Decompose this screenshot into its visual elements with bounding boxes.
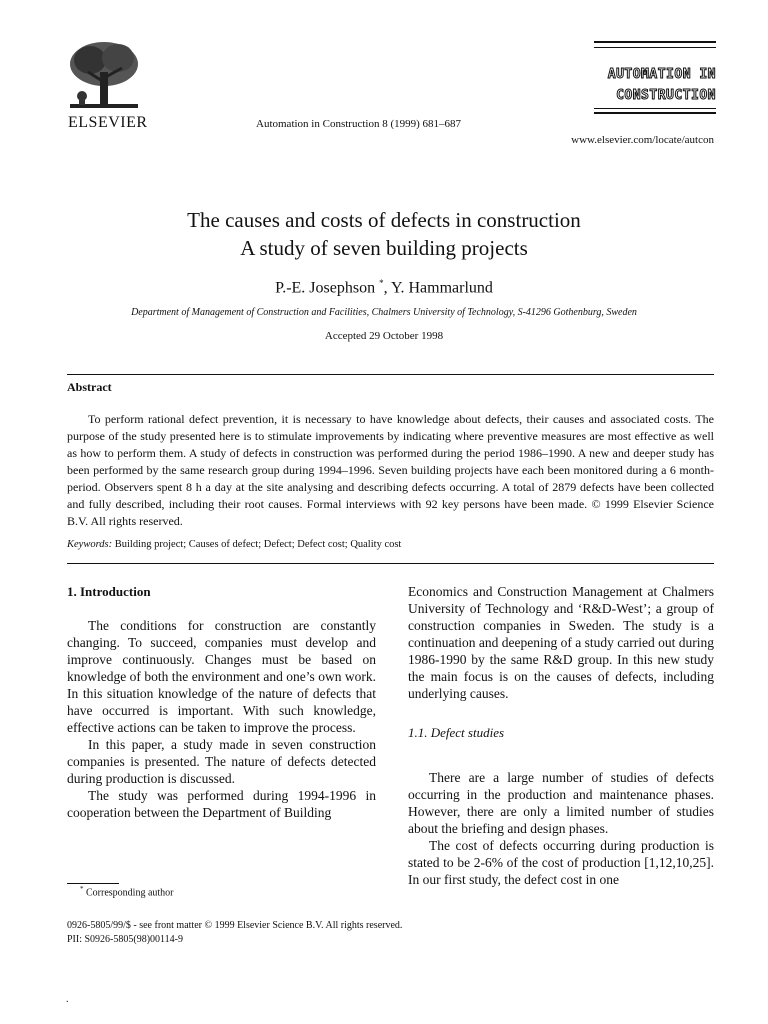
right-column — [408, 583, 714, 888]
pii-line: PII: S0926-5805(98)00114-9 — [67, 934, 184, 945]
corresponding-mark: * — [379, 278, 384, 288]
abstract-rule — [67, 374, 714, 375]
abstract-rule — [67, 563, 714, 564]
subsection-heading: 1.1. Defect studies — [408, 725, 505, 740]
journal-logo-text — [594, 64, 716, 106]
header-rule — [594, 112, 716, 114]
left-column — [67, 583, 376, 821]
title-line: The causes and costs of defects in construction — [187, 208, 581, 232]
paragraph: The study was performed during 1994-1996 in cooperation between the Department of Building — [67, 788, 376, 820]
header-rule — [594, 47, 716, 48]
paragraph: The cost of defects occurring during production is stated to be 2-6% of the cost of production [1,12,10,25]. In our first study, the defect cost in one — [408, 838, 714, 887]
header-rule — [594, 41, 716, 43]
journal-name-line: AUTOMATION IN — [607, 67, 716, 82]
issn-line: 0926-5805/99/$ - see front matter © 1999 Elsevier Science B.V. All rights reserved. — [67, 920, 403, 931]
footnote-rule — [67, 883, 119, 884]
keywords — [67, 539, 401, 550]
paragraph: The conditions for construction are constantly changing. To succeed, companies must develop and improve continuously. Changes must be based on knowledge of both the environment and one’s own work. In this situation knowledge of the nature of defects that have occurred is important. With such knowledge, effective actions can be taken to improve the process. — [67, 618, 376, 735]
header-rule — [594, 108, 716, 109]
authors — [0, 278, 768, 297]
footnote — [80, 885, 174, 898]
elsevier-tree-logo — [66, 38, 142, 116]
journal-citation: Automation in Construction 8 (1999) 681–687 — [256, 118, 462, 130]
keywords-label: Keywords: — [67, 539, 113, 550]
footnote-mark: * — [80, 885, 84, 893]
article-title — [0, 206, 768, 262]
affiliation: Department of Management of Construction and Facilities, Chalmers University of Technology, S-41296 Gothenburg, Sweden — [131, 307, 637, 318]
paragraph: Economics and Construction Management at Chalmers University of Technology and ‘R&D-West’; a group of construction companies in Sweden. The study is a continuation and deepening of a study carried out during 1986-1990 by the same R&D group. In this new study the main focus is on the causes of defects, including underlying causes. — [408, 584, 714, 701]
author-name: P.-E. Josephson — [275, 279, 376, 297]
accepted-date: Accepted 29 October 1998 — [324, 330, 444, 342]
page-dot: . — [66, 994, 69, 1005]
title-line: A study of seven building projects — [240, 236, 528, 260]
keywords-list: Building project; Causes of defect; Defect; Defect cost; Quality cost — [112, 539, 402, 550]
abstract-heading: Abstract — [67, 380, 112, 394]
abstract-text: To perform rational defect prevention, it is necessary to have knowledge about defects, their causes and associated costs. The purpose of the study presented here is to stimulate improvements by indicating where preventive measures are most effective as well as how to perform them. A study of defects in construction was performed during the period 1986–1990. A new and deeper study has been performed by the same research group during 1994–1996. Seven building projects have each been monitored during a 6 month-period. Observers spent 8 h a day at the site analysing and describing defects occurring. A total of 2879 defects have been collected and fully described, including their root causes. Formal interviews with 92 key persons have been made. © 1999 Elsevier Science B.V. All rights reserved. — [67, 412, 714, 528]
journal-url[interactable]: www.elsevier.com/locate/autcon — [571, 134, 714, 146]
footnote-text: Corresponding author — [86, 887, 174, 899]
paragraph: There are a large number of studies of defects occurring in the production and maintenance phases. However, there are only a limited number of studies about the briefing and design phases. — [408, 770, 714, 836]
journal-name-line: CONSTRUCTION — [616, 88, 716, 103]
publisher-name: ELSEVIER — [68, 114, 148, 131]
section-heading: 1. Introduction — [67, 584, 151, 599]
copyright-block — [67, 919, 402, 947]
author-name: , Y. Hammarlund — [383, 279, 493, 297]
paragraph: In this paper, a study made in seven construction companies is presented. The nature of defects detected during production is discussed. — [67, 737, 376, 786]
